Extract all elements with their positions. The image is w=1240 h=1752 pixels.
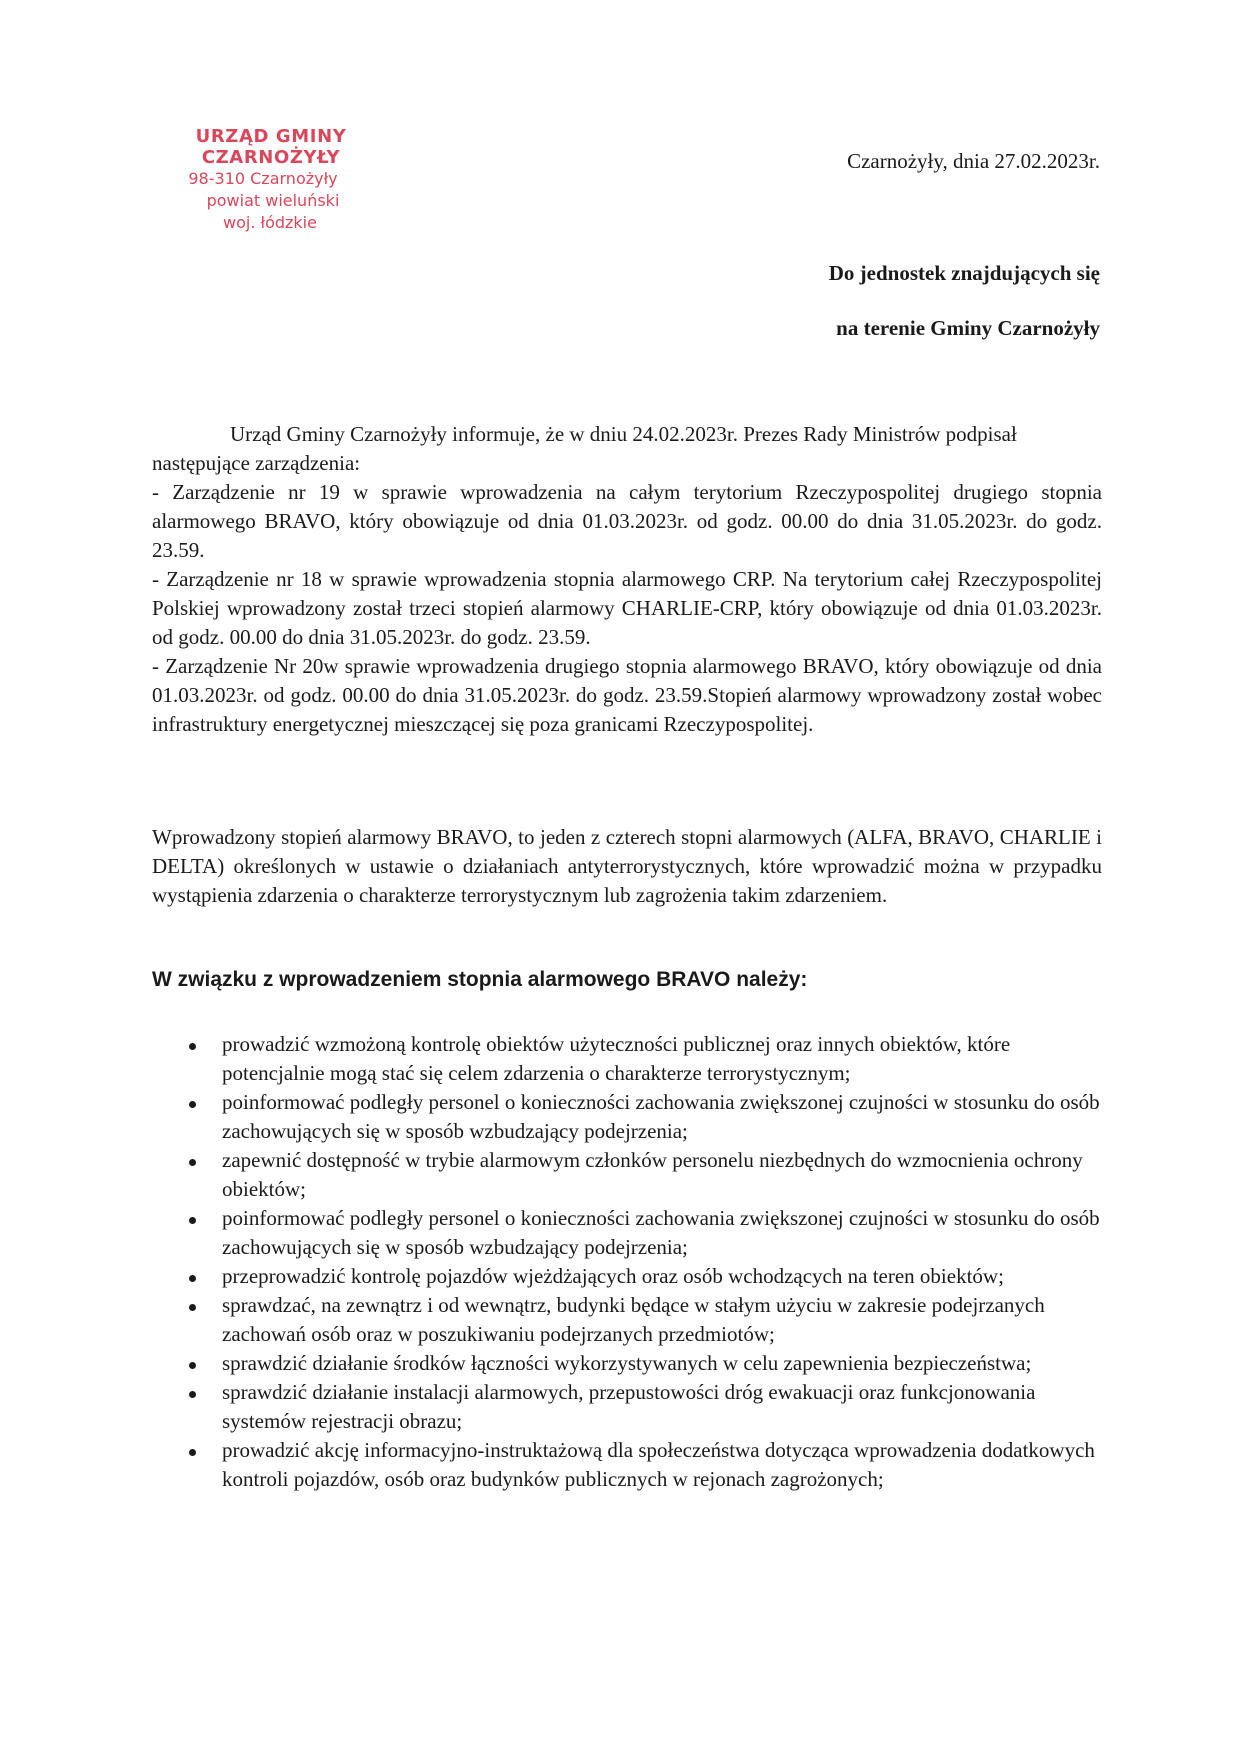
list-item-text: sprawdzić działanie instalacji alarmowych, przepustowości dróg ewakuacji oraz funkcjonowania systemów rejestracji obrazu; bbox=[222, 1380, 1036, 1433]
bravo-explanation: Wprowadzony stopień alarmowy BRAVO, to jeden z czterech stopni alarmowych (ALFA, BRAVO, CHARLIE i DELTA) określonych w ustawie o działaniach antyterrorystycznych, które wprowadzić można w przypadku wystąpienia zdarzenia o charakterze terrorystycznym lub zagrożenia takim zdarzeniem. bbox=[152, 825, 1102, 907]
list-item bbox=[152, 1146, 1102, 1204]
bravo-measures-list bbox=[152, 1030, 1102, 1494]
letter-date: Czarnożyły, dnia 27.02.2023r. bbox=[847, 149, 1100, 173]
list-item-text: sprawdzić działanie środków łączności wykorzystywanych w celu zapewnienia bezpieczeństwa; bbox=[222, 1351, 1032, 1375]
bullet-icon bbox=[189, 1101, 196, 1108]
list-item bbox=[152, 1291, 1102, 1349]
section-heading: W związku z wprowadzeniem stopnia alarmowego BRAVO należy: bbox=[152, 968, 808, 991]
list-item bbox=[152, 1030, 1102, 1088]
list-item-text: przeprowadzić kontrolę pojazdów wjeżdżających oraz osób wchodzących na teren obiektów; bbox=[222, 1264, 1004, 1288]
bullet-icon bbox=[189, 1159, 196, 1166]
recipient-line-2: na terenie Gminy Czarnożyły bbox=[836, 316, 1100, 340]
office-stamp bbox=[118, 126, 418, 234]
list-item-text: prowadzić akcję informacyjno-instruktażową dla społeczeństwa dotycząca wprowadzenia dodatkowych kontroli pojazdów, osób oraz budynków publicznych w rejonach zagrożonych; bbox=[222, 1438, 1095, 1491]
bullet-icon bbox=[189, 1304, 196, 1311]
list-item-text: poinformować podległy personel o konieczności zachowania zwiększonej czujności w stosunku do osób zachowujących się w sposób wzbudzający podejrzenia; bbox=[222, 1090, 1100, 1143]
intro-section bbox=[152, 420, 1102, 739]
stamp-county: powiat wieluński bbox=[206, 191, 340, 210]
list-item-text: poinformować podległy personel o konieczności zachowania zwiększonej czujności w stosunku do osób zachowujących się w sposób wzbudzający podejrzenia; bbox=[222, 1206, 1100, 1259]
bullet-icon bbox=[189, 1391, 196, 1398]
ordinance-item: - Zarządzenie nr 19 w sprawie wprowadzenia na całym terytorium Rzeczypospolitej drugiego stopnia alarmowego BRAVO, który obowiązuje od dnia 01.03.2023r. od godz. 00.00 do dnia 31.05.2023r. do godz. 23.59. bbox=[152, 480, 1102, 562]
list-item bbox=[152, 1088, 1102, 1146]
bullet-icon bbox=[189, 1449, 196, 1456]
list-item bbox=[152, 1262, 1102, 1291]
list-item bbox=[152, 1204, 1102, 1262]
list-item-text: sprawdzać, na zewnątrz i od wewnątrz, budynki będące w stałym użyciu w zakresie podejrzanych zachowań osób oraz w poszukiwaniu podejrzanych przedmiotów; bbox=[222, 1293, 1045, 1346]
stamp-title: URZĄD GMINY CZARNOŻYŁY bbox=[195, 126, 347, 168]
stamp-voivodeship: woj. łódzkie bbox=[223, 213, 317, 232]
ordinance-item: - Zarządzenie nr 18 w sprawie wprowadzenia stopnia alarmowego CRP. Na terytorium całej Rzeczypospolitej Polskiej wprowadzony został trzeci stopień alarmowy CHARLIE-CRP, który obowiązuje od dnia 01.03.2023r. od godz. 00.00 do dnia 31.05.2023r. do godz. 23.59. bbox=[152, 567, 1102, 649]
intro-lead: Urząd Gminy Czarnożyły informuje, że w dniu 24.02.2023r. Prezes Rady Ministrów podpisał następujące zarządzenia: bbox=[152, 422, 1017, 475]
list-item-text: prowadzić wzmożoną kontrolę obiektów użyteczności publicznej oraz innych obiektów, które potencjalnie mogą stać się celem zdarzenia o charakterze terrorystycznym; bbox=[222, 1032, 1011, 1085]
list-item bbox=[152, 1436, 1102, 1494]
list-item bbox=[152, 1378, 1102, 1436]
stamp-address: 98-310 Czarnożyły bbox=[188, 169, 338, 188]
recipient-line-1: Do jednostek znajdujących się bbox=[828, 261, 1100, 285]
ordinance-item: - Zarządzenie Nr 20w sprawie wprowadzenia drugiego stopnia alarmowego BRAVO, który obowiązuje od dnia 01.03.2023r. od godz. 00.00 do dnia 31.05.2023r. do godz. 23.59.Stopień alarmowy wprowadzony został wobec infrastruktury energetycznej mieszczącej się poza granicami Rzeczypospolitej. bbox=[152, 654, 1102, 736]
list-item-text: zapewnić dostępność w trybie alarmowym członków personelu niezbędnych do wzmocnienia ochrony obiektów; bbox=[222, 1148, 1083, 1201]
bullet-icon bbox=[189, 1275, 196, 1282]
bullet-icon bbox=[189, 1362, 196, 1369]
bullet-icon bbox=[189, 1217, 196, 1224]
list-item bbox=[152, 1349, 1102, 1378]
bullet-icon bbox=[189, 1043, 196, 1050]
